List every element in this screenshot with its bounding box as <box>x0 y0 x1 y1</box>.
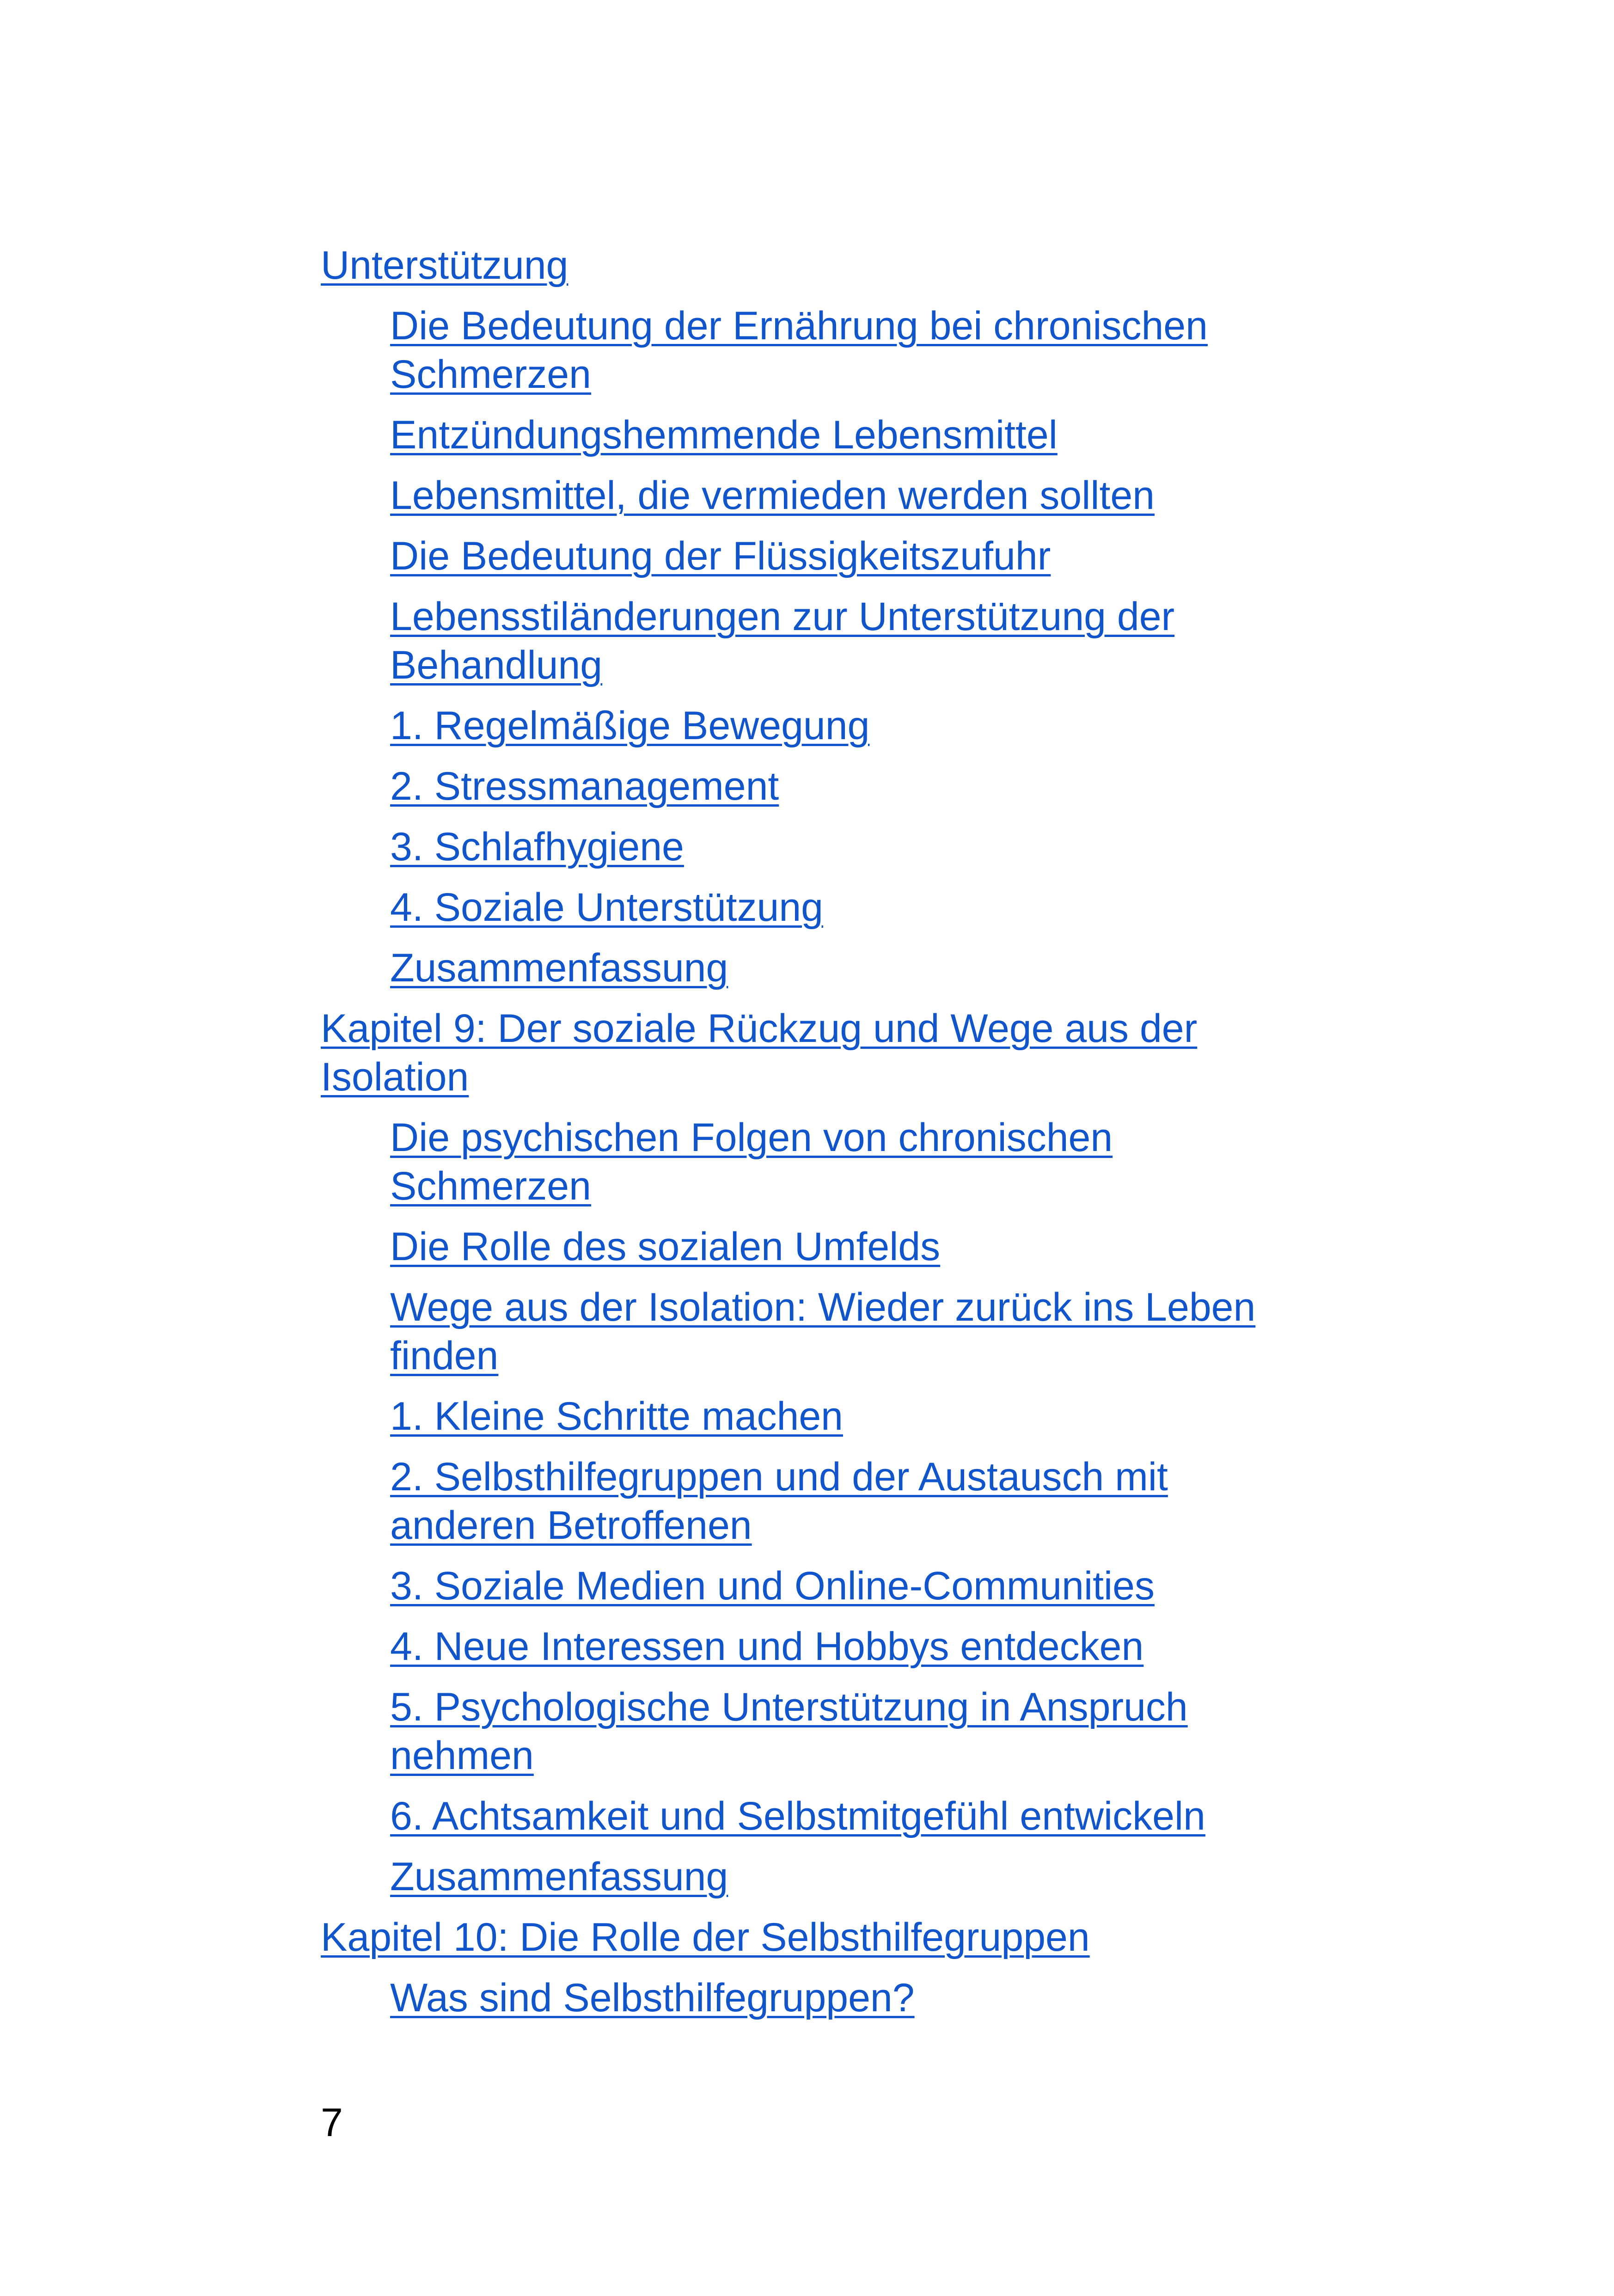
toc-entry-section <box>321 823 1314 871</box>
toc-entry-section <box>321 1453 1314 1550</box>
toc-entry-chapter <box>321 1913 1314 1962</box>
toc-entry-section <box>321 411 1314 459</box>
page-number: 7 <box>321 2100 343 2145</box>
toc-link[interactable]: Zusammenfassung <box>390 1855 728 1899</box>
toc-link[interactable]: 1. Kleine Schritte machen <box>390 1394 843 1439</box>
toc-link[interactable]: 6. Achtsamkeit und Selbstmitgefühl entwickeln <box>390 1794 1205 1838</box>
toc-entry-section <box>321 1114 1314 1211</box>
toc-entry-section <box>321 532 1314 581</box>
toc-link[interactable]: Lebensstiländerungen zur Unterstützung der Behandlung <box>390 594 1175 687</box>
toc-entry-section <box>321 1853 1314 1901</box>
toc-link[interactable]: Die Rolle des sozialen Umfelds <box>390 1225 941 1269</box>
toc-entry-section <box>321 1223 1314 1271</box>
toc-entry-chapter <box>321 241 1314 290</box>
toc-entry-section <box>321 1974 1314 2022</box>
toc-entry-section <box>321 593 1314 690</box>
toc-link[interactable]: Was sind Selbsthilfegruppen? <box>390 1976 915 2020</box>
toc-entry-section <box>321 1623 1314 1671</box>
toc-entry-section <box>321 883 1314 932</box>
toc-entry-section <box>321 1562 1314 1610</box>
table-of-contents <box>321 241 1314 2034</box>
toc-link[interactable]: Die Bedeutung der Flüssigkeitszufuhr <box>390 534 1051 578</box>
toc-entry-section <box>321 1792 1314 1841</box>
toc-link[interactable]: 4. Soziale Unterstützung <box>390 885 823 930</box>
toc-link[interactable]: Die Bedeutung der Ernährung bei chronischen Schmerzen <box>390 304 1208 397</box>
toc-entry-section <box>321 702 1314 750</box>
toc-link[interactable]: 5. Psychologische Unterstützung in Anspruch nehmen <box>390 1685 1188 1778</box>
toc-link[interactable]: Unterstützung <box>321 243 569 288</box>
toc-entry-section <box>321 471 1314 520</box>
toc-entry-section <box>321 944 1314 992</box>
toc-link[interactable]: Kapitel 10: Die Rolle der Selbsthilfegruppen <box>321 1915 1090 1959</box>
toc-link[interactable]: 1. Regelmäßige Bewegung <box>390 704 870 748</box>
toc-entry-chapter <box>321 1004 1314 1102</box>
toc-entry-section <box>321 1683 1314 1780</box>
toc-entry-section <box>321 762 1314 811</box>
toc-entry-section <box>321 1392 1314 1441</box>
toc-link[interactable]: 3. Schlafhygiene <box>390 825 684 869</box>
toc-link[interactable]: Wege aus der Isolation: Wieder zurück ins Leben finden <box>390 1285 1256 1378</box>
toc-link[interactable]: Entzündungshemmende Lebensmittel <box>390 413 1058 457</box>
toc-link[interactable]: 2. Stressmanagement <box>390 764 779 808</box>
toc-link[interactable]: 3. Soziale Medien und Online-Communities <box>390 1564 1155 1608</box>
toc-link[interactable]: Die psychischen Folgen von chronischen Schmerzen <box>390 1115 1113 1208</box>
toc-entry-section <box>321 302 1314 399</box>
toc-entry-section <box>321 1283 1314 1380</box>
toc-link[interactable]: Zusammenfassung <box>390 946 728 990</box>
toc-link[interactable]: 2. Selbsthilfegruppen und der Austausch mit anderen Betroffenen <box>390 1455 1168 1548</box>
toc-link[interactable]: Kapitel 9: Der soziale Rückzug und Wege aus der Isolation <box>321 1006 1198 1099</box>
toc-link[interactable]: 4. Neue Interessen und Hobbys entdecken <box>390 1624 1144 1669</box>
toc-link[interactable]: Lebensmittel, die vermieden werden sollten <box>390 473 1155 518</box>
